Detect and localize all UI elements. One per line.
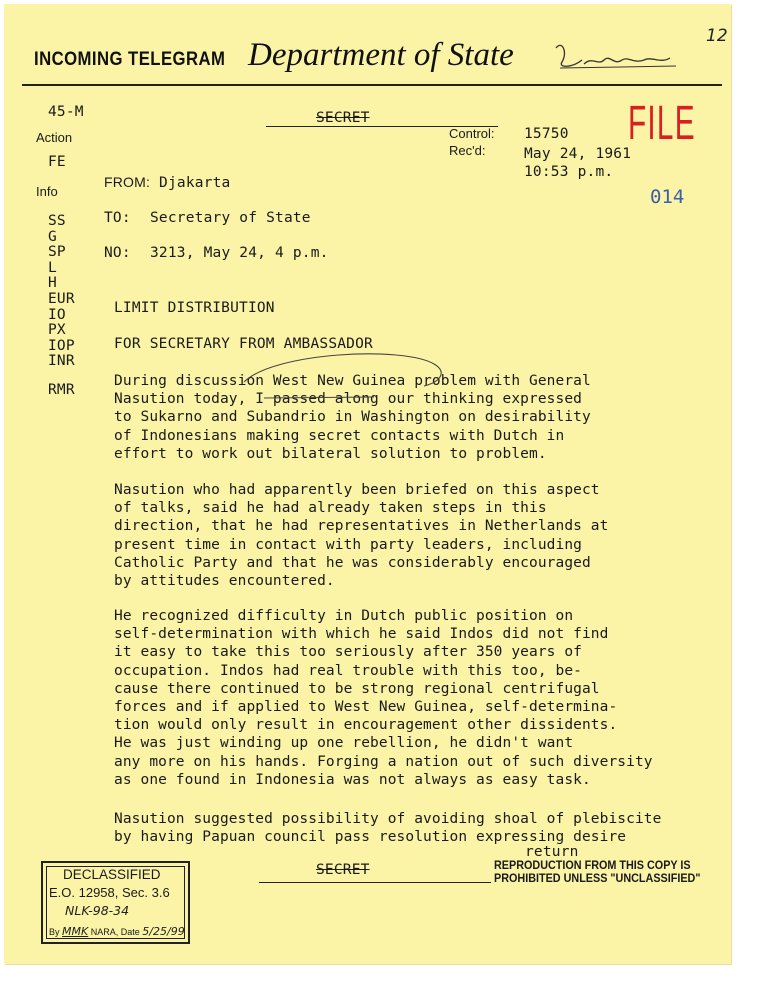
- info-label: Info: [36, 184, 58, 199]
- text-line: present time in contact with party leaders, including: [114, 536, 582, 553]
- recd-label: Rec'd:: [449, 143, 486, 158]
- text-line: by attitudes encountered.: [114, 573, 335, 590]
- text-line: of talks, said he had already taken steps in this: [114, 500, 547, 517]
- info-code: PX: [48, 322, 66, 339]
- text-line: During discussion West New Guinea problem with General: [114, 373, 591, 389]
- from-value: Djakarta: [159, 175, 231, 191]
- limit-distribution: LIMIT DISTRIBUTION: [114, 300, 275, 316]
- incoming-telegram-title: INCOMING TELEGRAM: [34, 49, 226, 70]
- continuation-word: return: [525, 844, 579, 860]
- text-line: He was just winding up one rebellion, he didn't want: [114, 735, 574, 752]
- declassified-stamp: [41, 861, 190, 944]
- department-of-state-heading: Department of State: [248, 37, 514, 73]
- corner-page-number: 12: [706, 26, 728, 46]
- text-line: occupation. Indos had real trouble with this too, be-: [114, 662, 582, 679]
- text-line: Nasution today, I passed along our thinking expressed: [114, 391, 582, 408]
- info-code-rmr: RMR: [48, 382, 75, 398]
- reproduction-line-2: PROHIBITED UNLESS "UNCLASSIFIED": [494, 871, 701, 885]
- text-line: direction, that he had representatives in Netherlands at: [114, 518, 609, 535]
- text-line: by having Papuan council pass resolution expressing desire: [114, 829, 627, 846]
- declassified-by-line: [49, 925, 185, 938]
- text-line: self-determination with which he said Indos did not find: [114, 626, 609, 643]
- paragraph-3: [114, 607, 653, 789]
- text-line: effort to work out bilateral solution to problem.: [114, 445, 547, 462]
- text-line: forces and if applied to West New Guinea, self-determina-: [114, 699, 618, 716]
- text-line: Nasution who had apparently been briefed on this aspect: [114, 482, 600, 498]
- control-value: 15750: [524, 126, 569, 142]
- routing-number: 45-M: [48, 104, 84, 120]
- reproduction-line-1: REPRODUCTION FROM THIS COPY IS: [494, 858, 691, 872]
- reproduction-notice: [494, 859, 700, 885]
- info-code: L: [48, 259, 57, 276]
- bottom-classification: SECRET: [316, 862, 370, 878]
- declassified-by-value: MMK: [62, 925, 89, 938]
- handwritten-signature-icon: [552, 38, 682, 78]
- info-code: EUR: [48, 290, 75, 307]
- paragraph-2: [114, 481, 608, 590]
- text-line: as one found in Indonesia was not always as easy task.: [114, 771, 591, 788]
- info-codes-list: [48, 214, 75, 370]
- action-code-fe: FE: [48, 154, 66, 170]
- classification-rule-bottom: [259, 882, 491, 883]
- declassified-authority: E.O. 12958, Sec. 3.6: [49, 885, 170, 900]
- declassified-case: NLK-98-34: [65, 903, 130, 918]
- info-code: IOP: [48, 337, 75, 354]
- text-line: to Sukarno and Subandrio in Washington on desirability: [114, 409, 591, 426]
- text-line: Nasution suggested possibility of avoiding shoal of plebiscite: [114, 811, 662, 827]
- to-label: TO:: [104, 210, 131, 226]
- text-line: cause there continued to be strong regional centrifugal: [114, 680, 600, 697]
- info-code: SP: [48, 244, 66, 261]
- action-label: Action: [36, 130, 73, 145]
- from-line: [104, 174, 231, 191]
- text-line: of Indonesians making secret contacts with Dutch in: [114, 427, 565, 444]
- info-code: IO: [48, 306, 66, 323]
- declassified-nara-label: NARA, Date: [90, 927, 140, 937]
- no-label: NO:: [104, 245, 131, 261]
- text-line: any more on his hands. Forging a nation out of such diversity: [114, 753, 653, 770]
- no-value: 3213, May 24, 4 p.m.: [150, 245, 329, 261]
- declassified-title: DECLASSIFIED: [63, 867, 161, 882]
- header-rule: [22, 84, 722, 86]
- handwritten-loop-mark: [234, 348, 474, 404]
- to-value: Secretary of State: [150, 210, 311, 226]
- recd-time: 10:53 p.m.: [524, 164, 614, 180]
- top-classification: SECRET: [316, 110, 370, 126]
- paragraph-4: [114, 810, 661, 846]
- declassified-date: 5/25/99: [142, 925, 185, 938]
- text-line: Catholic Party and that he was considerably encouraged: [114, 554, 591, 571]
- stamp-number: 014: [650, 186, 685, 208]
- from-label: FROM:: [104, 174, 151, 190]
- info-code: INR: [48, 353, 75, 370]
- text-line: it easy to take this too seriously after 350 years of: [114, 644, 582, 661]
- addressee-line: FOR SECRETARY FROM AMBASSADOR: [114, 336, 373, 352]
- info-code: G: [48, 228, 57, 245]
- recd-date: May 24, 1961: [524, 146, 632, 162]
- control-label: Control:: [449, 126, 495, 141]
- text-line: He recognized difficulty in Dutch public position on: [114, 608, 574, 624]
- info-code: SS: [48, 213, 66, 229]
- info-code: H: [48, 275, 57, 292]
- text-line: tion would only result in encouragement other dissidents.: [114, 717, 618, 734]
- declassified-by-label: By: [49, 927, 60, 937]
- file-stamp: FILE: [628, 97, 696, 150]
- telegram-page: [4, 4, 731, 964]
